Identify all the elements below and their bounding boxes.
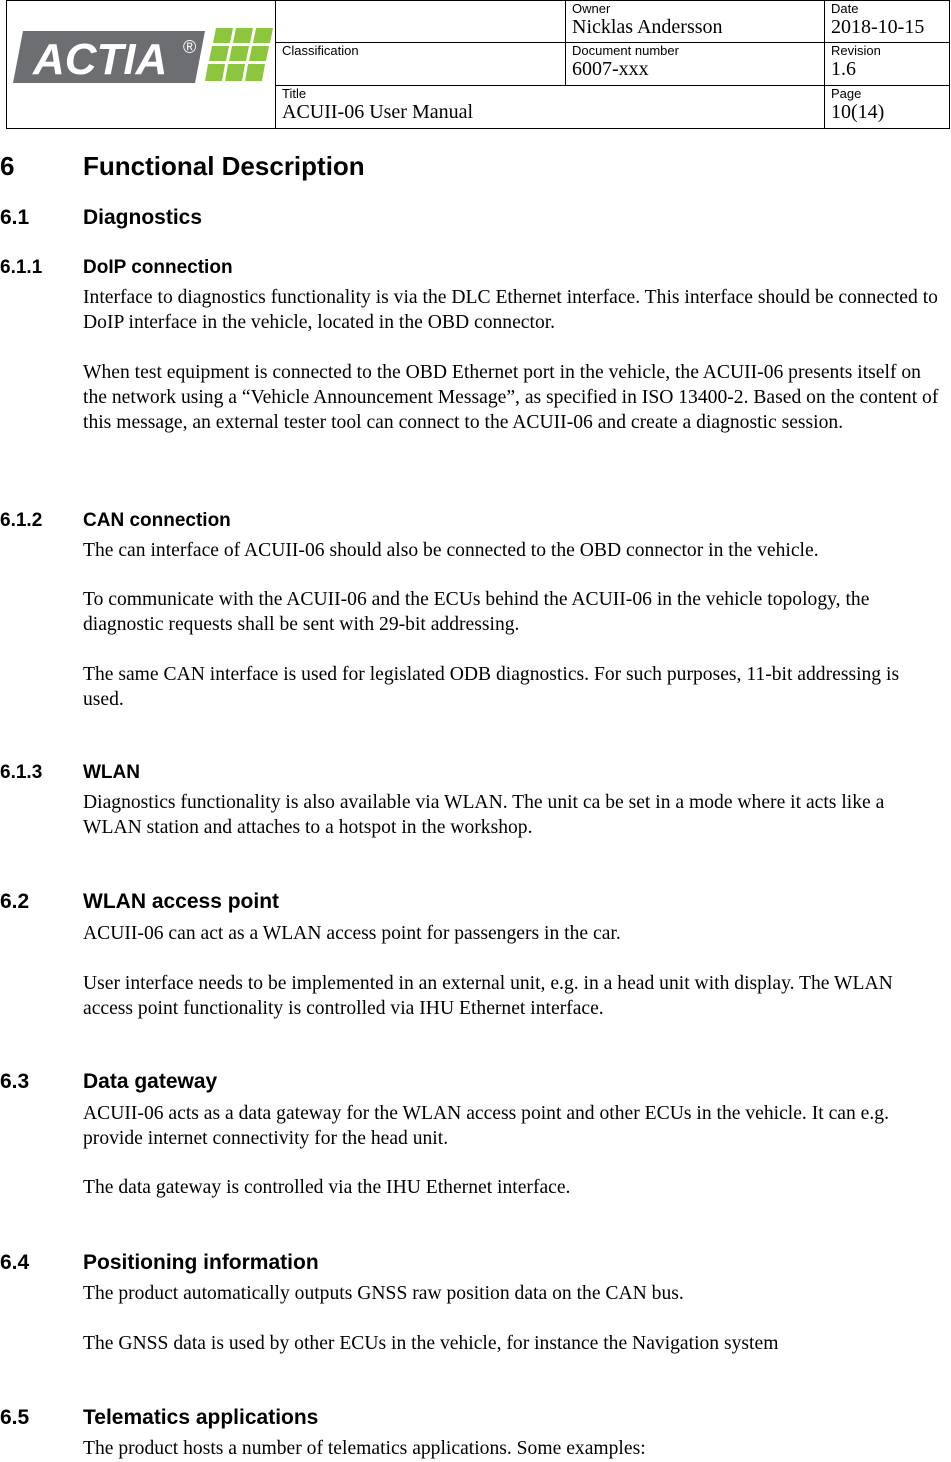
heading-number: 6.1.3 (0, 762, 43, 783)
paragraph: ACUII-06 acts as a data gateway for the WLAN access point and other ECUs in the vehicle. It can e.g. provide internet connectivity for the head unit. (83, 1103, 889, 1149)
paragraph: Interface to diagnostics functionality is via the DLC Ethernet interface. This interface should be connected to DoIP interface in the vehicle, located in the OBD connector. (83, 287, 938, 333)
heading-number: 6.1.2 (0, 510, 43, 531)
heading-title: Functional Description (83, 151, 365, 181)
owner-cell (566, 1, 825, 43)
paragraph: The product hosts a number of telematics applications. Some examples: (83, 1438, 646, 1459)
page-label: Page (831, 85, 862, 101)
document-header (6, 0, 950, 129)
heading-title: CAN connection (83, 510, 231, 531)
classification-label: Classification (282, 43, 359, 59)
heading-title: Positioning information (83, 1251, 319, 1274)
revision-cell (825, 43, 950, 85)
revision-value: 1.6 (831, 58, 856, 81)
logo-registered-mark: ® (183, 37, 197, 57)
paragraph: The product automatically outputs GNSS raw position data on the CAN bus. (83, 1283, 684, 1304)
docnum-value: 6007-xxx (572, 58, 649, 81)
heading-number: 6.1 (0, 206, 30, 229)
paragraph: ACUII-06 can act as a WLAN access point for passengers in the car. (83, 923, 621, 944)
classification-cell (276, 43, 566, 85)
docnum-label: Document number (572, 43, 679, 59)
logo-cell (7, 1, 276, 129)
logo-grid-icon (205, 28, 273, 81)
logo-text: ACTIA (33, 35, 168, 84)
owner-value: Nicklas Andersson (572, 16, 723, 38)
page-cell (825, 85, 950, 128)
heading-number: 6.4 (0, 1251, 30, 1274)
paragraph: The data gateway is controlled via the IHU Ethernet interface. (83, 1177, 571, 1198)
heading-title: DoIP connection (83, 257, 233, 278)
title-value: ACUII-06 User Manual (282, 100, 474, 123)
actia-logo (7, 1, 275, 123)
heading-title: WLAN (83, 762, 140, 783)
title-cell (276, 85, 825, 128)
date-cell (825, 1, 950, 43)
paragraph: The GNSS data is used by other ECUs in the vehicle, for instance the Navigation system (83, 1333, 779, 1354)
paragraph: The same CAN interface is used for legislated ODB diagnostics. For such purposes, 11-bit addressing is used. (83, 664, 900, 710)
heading-number: 6 (0, 151, 15, 181)
page-value: 10(14) (831, 100, 885, 123)
paragraph: User interface needs to be implemented in an external unit, e.g. in a head unit with display. The WLAN access point functionality is controlled via IHU Ethernet interface. (83, 973, 893, 1019)
revision-label: Revision (831, 43, 881, 59)
paragraph: The can interface of ACUII-06 should also be connected to the OBD connector in the vehicle. (83, 540, 819, 561)
heading-title: Diagnostics (83, 206, 203, 229)
paragraph: To communicate with the ACUII-06 and the ECUs behind the ACUII-06 in the vehicle topology, the diagnostic requests shall be sent with 29-bit addressing. (83, 589, 870, 635)
heading-number: 6.1.1 (0, 257, 43, 278)
docnum-cell (566, 43, 825, 85)
title-label: Title (282, 85, 307, 101)
owner-label: Owner (572, 1, 611, 16)
heading-title: Data gateway (83, 1070, 218, 1093)
paragraph: When test equipment is connected to the OBD Ethernet port in the vehicle, the ACUII-06 presents itself on the network using a “Vehicle Announcement Message”, as specified in ISO 13400-2. Based on the content of this message, an external tester tool can connect to the ACUII-06 and create a diagnostic session. (83, 362, 939, 433)
heading-number: 6.2 (0, 890, 30, 913)
date-label: Date (831, 1, 859, 16)
heading-number: 6.5 (0, 1406, 30, 1429)
heading-title: WLAN access point (83, 890, 280, 913)
header-blank-cell (276, 1, 566, 43)
heading-title: Telematics applications (83, 1406, 319, 1429)
date-value: 2018-10-15 (831, 16, 925, 38)
paragraph: Diagnostics functionality is also available via WLAN. The unit ca be set in a mode where it acts like a WLAN station and attaches to a hotspot in the workshop. (83, 792, 885, 838)
heading-number: 6.3 (0, 1070, 30, 1093)
